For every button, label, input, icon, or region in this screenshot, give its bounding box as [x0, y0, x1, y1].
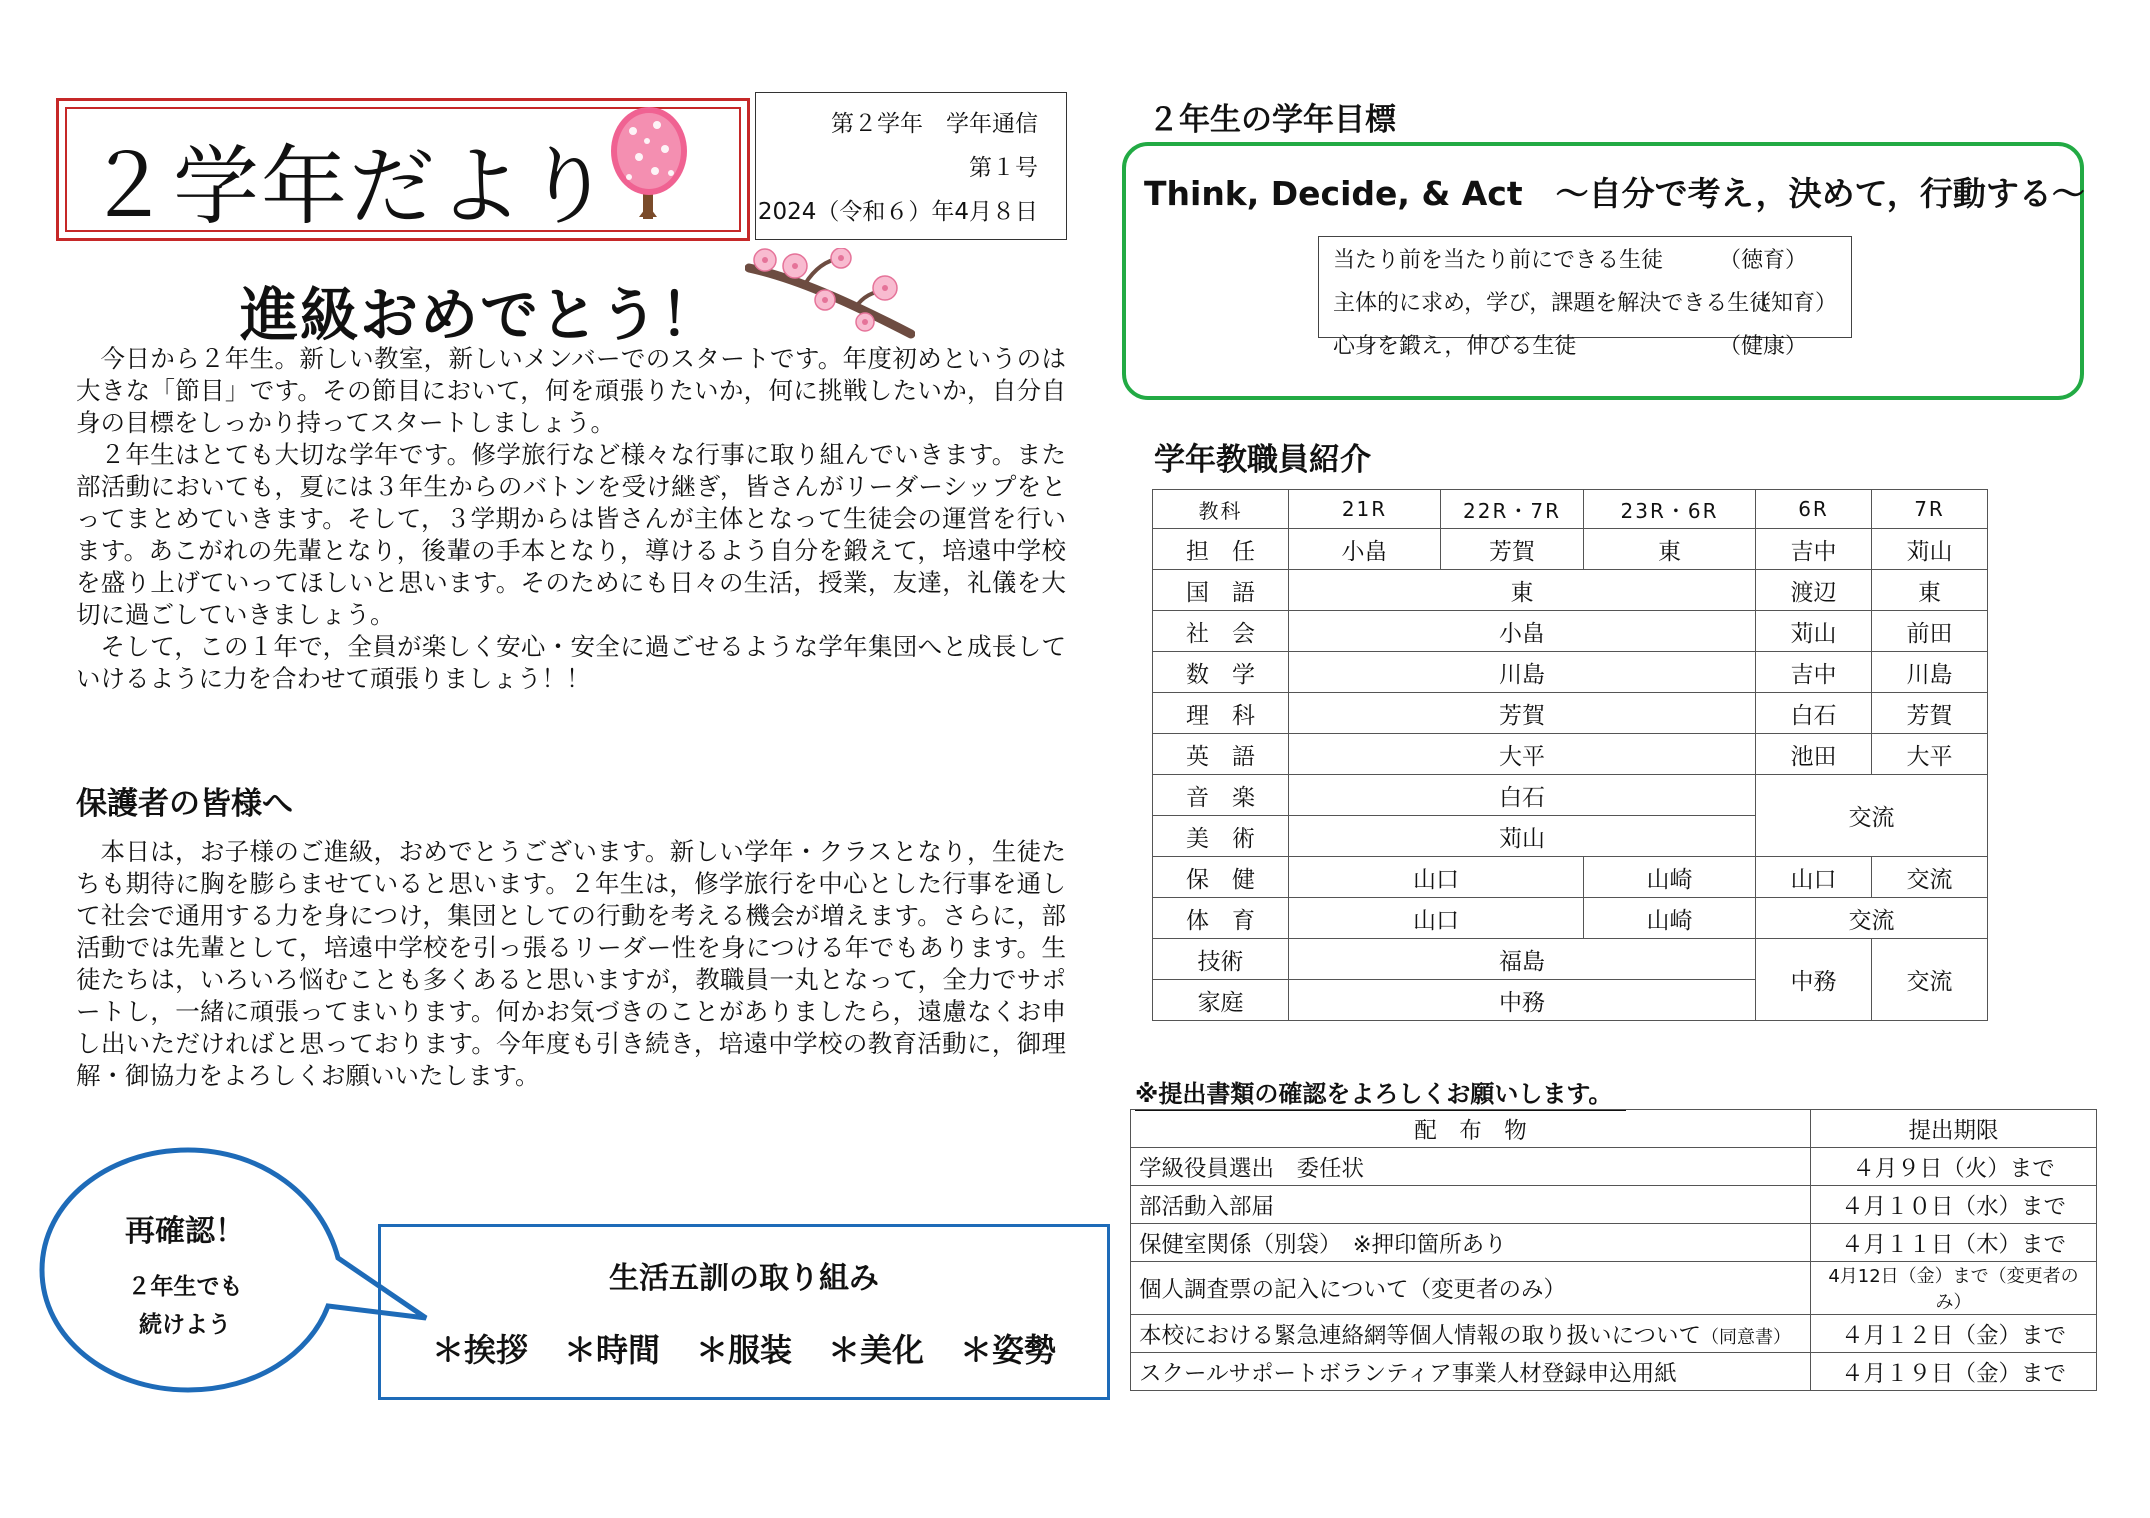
table-row	[1131, 1148, 2097, 1186]
subject-label: 保 健	[1153, 857, 1289, 898]
subject-label: 英 語	[1153, 734, 1289, 775]
subject-label: 担 任	[1153, 529, 1289, 570]
subject-label: 国 語	[1153, 570, 1289, 611]
goal-item	[1333, 329, 1837, 359]
document-deadline: ４月９日（火）まで	[1811, 1148, 2097, 1186]
teacher-cell: 芳賀	[1441, 529, 1584, 570]
table-row	[1153, 693, 1988, 734]
document-item-cell	[1131, 1315, 1811, 1353]
rule-item: ＊姿勢	[960, 1331, 1057, 1369]
intro-paragraph: 今日から２年生。新しい教室，新しいメンバーでのスタートです。年度初めというのは大きな「節目」です。その節目において，何を頑張りたいか，何に挑戦したいか，自分自身の目標をしっかり持ってスタートしましょう。	[76, 344, 1066, 437]
bubble-line: ２年生でも	[127, 1274, 243, 1300]
cherry-tree-icon	[599, 105, 699, 221]
teacher-cell: 小畠	[1289, 529, 1441, 570]
guardians-heading: 保護者の皆様へ	[76, 786, 293, 822]
table-row	[1131, 1353, 2097, 1391]
table-row	[1153, 652, 1988, 693]
teacher-cell: 中務	[1289, 980, 1756, 1021]
teacher-cell: 福島	[1289, 939, 1756, 980]
subject-label: 家庭	[1153, 980, 1289, 1021]
guardians-text	[76, 836, 1066, 1092]
teacher-cell: 前田	[1872, 611, 1988, 652]
document-deadline: ４月１０日（水）まで	[1811, 1186, 2097, 1224]
document-deadline: 4月12日（金）まで（変更者のみ）	[1811, 1262, 2097, 1315]
goals-motto: Think, Decide, & Act ～自分で考え，決めて，行動する～	[1144, 174, 2085, 213]
col-header: 21R	[1289, 490, 1441, 529]
document-deadline: ４月１１日（木）まで	[1811, 1224, 2097, 1262]
subject-label: 体 育	[1153, 898, 1289, 939]
table-row	[1153, 529, 1988, 570]
documents-heading: ※提出書類の確認をよろしくお願いします。	[1135, 1074, 1626, 1111]
headline: 進級おめでとう！	[240, 281, 721, 349]
documents-table	[1130, 1109, 2097, 1391]
newsletter-title: ２学年だより	[85, 137, 613, 237]
issue-info-box	[755, 92, 1067, 240]
teacher-cell: 吉中	[1756, 652, 1872, 693]
document-deadline: ４月１９日（金）まで	[1811, 1353, 2097, 1391]
table-row	[1131, 1224, 2097, 1262]
teacher-cell: 山崎	[1584, 857, 1756, 898]
goal-item	[1333, 286, 1837, 316]
col-header: 配 布 物	[1131, 1110, 1811, 1148]
subject-label: 技術	[1153, 939, 1289, 980]
document-item: スクールサポートボランティア事業人材登録申込用紙	[1131, 1353, 1811, 1391]
table-row	[1131, 1315, 2097, 1353]
col-header: 22R・7R	[1441, 490, 1584, 529]
teacher-cell: 芳賀	[1289, 693, 1756, 734]
rule-item: ＊服装	[695, 1331, 792, 1369]
document-item: 本校における緊急連絡網等個人情報の取り扱いについて	[1139, 1322, 1702, 1349]
table-row	[1153, 898, 1988, 939]
issue-date: 2024（令和６）年4月８日	[757, 199, 1038, 225]
subject-label: 理 科	[1153, 693, 1289, 734]
teacher-cell: 交流	[1756, 898, 1988, 939]
teacher-cell: 山口	[1756, 857, 1872, 898]
rules-title: 生活五訓の取り組み	[609, 1261, 879, 1296]
cherry-branch-icon	[745, 248, 915, 344]
col-header: 6R	[1756, 490, 1872, 529]
teacher-cell: 中務	[1756, 939, 1872, 1021]
table-row	[1153, 734, 1988, 775]
staff-table	[1152, 489, 1988, 1021]
intro-paragraph: ２年生はとても大切な学年です。修学旅行など様々な行事に取り組んでいきます。また部活動においても，夏には３年生からのバトンを受け継ぎ，皆さんがリーダーシップをとってまとめていきます。そして，３学期からは皆さんが主体となって生徒会の運営を行います。あこがれの先輩となり，後輩の手本となり，導けるよう自分を鍛えて，培遠中学校を盛り上げていってほしいと思います。そのためにも日々の生活，授業，友達，礼儀を大切に過ごしていきましょう。	[76, 440, 1066, 629]
table-row	[1153, 775, 1988, 816]
document-item: 学級役員選出 委任状	[1131, 1148, 1811, 1186]
subject-label: 社 会	[1153, 611, 1289, 652]
rule-item: ＊時間	[563, 1331, 660, 1369]
table-header-row	[1153, 490, 1988, 529]
teacher-cell: 大平	[1289, 734, 1756, 775]
goals-list	[1318, 236, 1852, 359]
table-row	[1153, 939, 1988, 980]
table-header-row	[1131, 1110, 2097, 1148]
col-header: 教科	[1153, 490, 1289, 529]
subject-label: 美 術	[1153, 816, 1289, 857]
table-row	[1153, 857, 1988, 898]
document-item: 保健室関係（別袋） ※押印箇所あり	[1131, 1224, 1811, 1262]
col-header: 7R	[1872, 490, 1988, 529]
staff-heading: 学年教職員紹介	[1154, 442, 1371, 478]
teacher-cell: 交流	[1872, 857, 1988, 898]
intro-paragraph: そして，この１年で，全員が楽しく安心・安全に過ごせるような学年集団へと成長していけるように力を合わせて頑張りましょう！！	[76, 632, 1066, 693]
table-row	[1131, 1186, 2097, 1224]
teacher-cell: 白石	[1756, 693, 1872, 734]
teacher-cell: 東	[1584, 529, 1756, 570]
teacher-cell: 小畠	[1289, 611, 1756, 652]
bubble-line: 続けよう	[139, 1312, 231, 1338]
teacher-cell: 白石	[1289, 775, 1756, 816]
goals-heading: ２年生の学年目標	[1148, 102, 1396, 138]
issue-grade: 第２学年 学年通信	[831, 111, 1038, 137]
col-header: 提出期限	[1811, 1110, 2097, 1148]
document-item: 部活動入部届	[1131, 1186, 1811, 1224]
teacher-cell: 苅山	[1872, 529, 1988, 570]
rules-list	[381, 1325, 1107, 1371]
daily-rules-box	[378, 1224, 1110, 1400]
goal-category: （知育）	[1748, 291, 1837, 316]
rule-item: ＊挨拶	[431, 1331, 528, 1369]
table-row	[1131, 1262, 2097, 1315]
teacher-cell: 東	[1872, 570, 1988, 611]
teacher-cell: 川島	[1289, 652, 1756, 693]
goal-text: 当たり前を当たり前にできる生徒	[1333, 248, 1664, 273]
teacher-cell: 交流	[1756, 775, 1988, 857]
goal-category: （徳育）	[1718, 248, 1807, 273]
document-item: 個人調査票の記入について（変更者のみ）	[1131, 1262, 1811, 1315]
bubble-title: 再確認！	[125, 1214, 245, 1249]
issue-number: 第１号	[969, 155, 1038, 181]
teacher-cell: 交流	[1872, 939, 1988, 1021]
teacher-cell: 山崎	[1584, 898, 1756, 939]
title-box	[56, 98, 750, 241]
teacher-cell: 山口	[1289, 898, 1584, 939]
document-note: （同意書）	[1701, 1326, 1792, 1348]
goal-text: 主体的に求め，学び，課題を解決できる生徒	[1333, 291, 1772, 316]
subject-label: 数 学	[1153, 652, 1289, 693]
teacher-cell: 東	[1289, 570, 1756, 611]
teacher-cell: 池田	[1756, 734, 1872, 775]
goals-box	[1122, 142, 2084, 400]
teacher-cell: 苅山	[1756, 611, 1872, 652]
table-row	[1153, 611, 1988, 652]
goal-text: 心身を鍛え，伸びる生徒	[1333, 334, 1577, 359]
teacher-cell: 大平	[1872, 734, 1988, 775]
goal-item	[1333, 243, 1837, 273]
col-header: 23R・6R	[1584, 490, 1756, 529]
guardians-paragraph: 本日は，お子様のご進級，おめでとうございます。新しい学年・クラスとなり，生徒たちも期待に胸を膨らませていると思います。２年生は，修学旅行を中心とした行事を通して社会で通用する力を身につけ，集団としての行動を考える機会が増えます。さらに，部活動では先輩として，培遠中学校を引っ張るリーダー性を身につける年でもあります。生徒たちは，いろいろ悩むことも多くあると思いますが，教職員一丸となって，全力でサポートし，一緒に頑張ってまいります。何かお気づきのことがありましたら，遠慮なくお申し出いただければと思っております。今年度も引き続き，培遠中学校の教育活動に，御理解・御協力をよろしくお願いいたします。	[76, 837, 1066, 1090]
document-deadline: ４月１２日（金）まで	[1811, 1315, 2097, 1353]
rule-item: ＊美化	[828, 1331, 925, 1369]
subject-label: 音 楽	[1153, 775, 1289, 816]
goal-category: （健康）	[1718, 334, 1807, 359]
teacher-cell: 渡辺	[1756, 570, 1872, 611]
teacher-cell: 吉中	[1756, 529, 1872, 570]
teacher-cell: 芳賀	[1872, 693, 1988, 734]
teacher-cell: 川島	[1872, 652, 1988, 693]
table-row	[1153, 570, 1988, 611]
teacher-cell: 苅山	[1289, 816, 1756, 857]
teacher-cell: 山口	[1289, 857, 1584, 898]
intro-text	[76, 343, 1066, 695]
